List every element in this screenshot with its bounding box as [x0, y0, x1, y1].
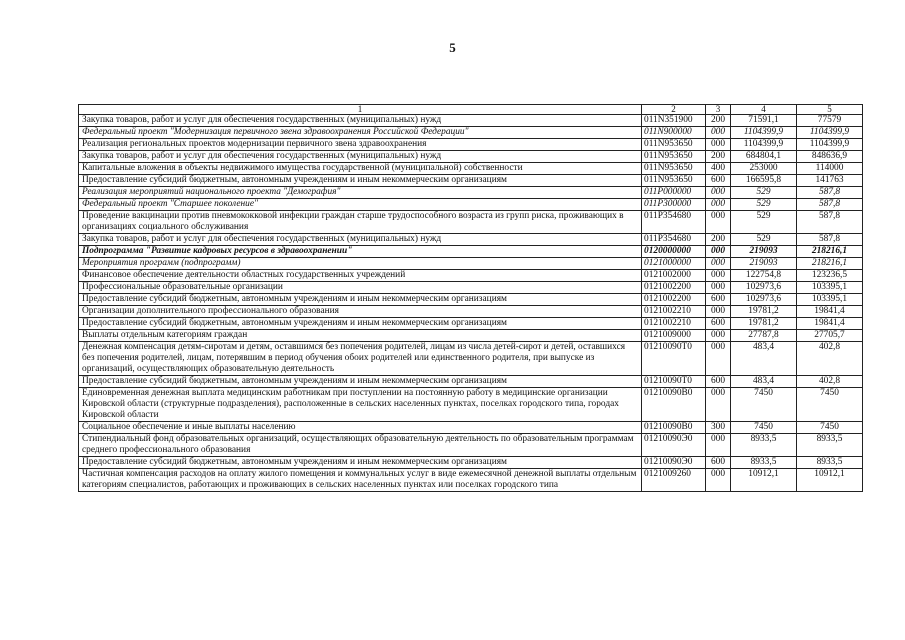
row-type-cell: 000 — [706, 330, 731, 342]
row-value-2022-cell: 102973,6 — [731, 282, 797, 294]
table-row — [79, 342, 863, 376]
table-row — [79, 376, 863, 388]
row-value-2023-cell: 8933,5 — [797, 457, 863, 469]
row-code-cell: 011N953650 — [642, 139, 706, 151]
table-row — [79, 246, 863, 258]
table-row — [79, 294, 863, 306]
row-name-cell: Мероприятия программ (подпрограмм) — [79, 258, 642, 270]
table-row — [79, 457, 863, 469]
row-value-2022-cell: 219093 — [731, 258, 797, 270]
row-value-2022-cell: 529 — [731, 187, 797, 199]
table-row — [79, 127, 863, 139]
row-type-cell: 000 — [706, 434, 731, 457]
row-name-cell: Реализация региональных проектов модернизации первичного звена здравоохранения — [79, 139, 642, 151]
row-value-2022-cell: 122754,8 — [731, 270, 797, 282]
row-code-cell: 0121002000 — [642, 270, 706, 282]
table-row — [79, 422, 863, 434]
row-value-2023-cell: 77579 — [797, 115, 863, 127]
row-value-2023-cell: 10912,1 — [797, 469, 863, 492]
row-value-2023-cell: 1104399,9 — [797, 139, 863, 151]
row-value-2022-cell: 483,4 — [731, 376, 797, 388]
row-value-2023-cell: 123236,5 — [797, 270, 863, 282]
row-value-2023-cell: 19841,4 — [797, 306, 863, 318]
column-header: 3 — [706, 105, 731, 115]
row-type-cell: 000 — [706, 187, 731, 199]
row-type-cell: 000 — [706, 469, 731, 492]
row-type-cell: 000 — [706, 270, 731, 282]
row-value-2022-cell: 529 — [731, 234, 797, 246]
row-code-cell: 011P000000 — [642, 187, 706, 199]
row-code-cell: 0121002210 — [642, 318, 706, 330]
row-code-cell: 0121002200 — [642, 282, 706, 294]
row-type-cell: 400 — [706, 163, 731, 175]
row-code-cell: 011N351900 — [642, 115, 706, 127]
row-value-2023-cell: 587,8 — [797, 199, 863, 211]
row-value-2023-cell: 103395,1 — [797, 294, 863, 306]
row-value-2023-cell: 848636,9 — [797, 151, 863, 163]
row-value-2022-cell: 19781,2 — [731, 318, 797, 330]
row-name-cell: Денежная компенсация детям-сиротам и детям, оставшимся без попечения родителей, лицам из числа детей-сирот и детей, оставшихся без попечения родителей, лицам, потерявшим в период обучения обоих родителей или единственного родителя, при выпуске из организаций, осуществляющих образовательную деятельность — [79, 342, 642, 376]
row-code-cell: 01210090В0 — [642, 422, 706, 434]
row-name-cell: Единовременная денежная выплата медицинским работникам при поступлении на постоянную работу в медицинские организации Кировской области (структурные подразделения), расположенные в сельских населенных пунктах, поселках городского типа, городах Кировской области — [79, 388, 642, 422]
row-code-cell: 0120000000 — [642, 246, 706, 258]
budget-table — [78, 104, 863, 492]
row-name-cell: Финансовое обеспечение деятельности областных государственных учреждений — [79, 270, 642, 282]
row-value-2023-cell: 1104399,9 — [797, 127, 863, 139]
row-code-cell: 01210090Т0 — [642, 376, 706, 388]
row-name-cell: Стипендиальный фонд образовательных организаций, осуществляющих образовательную деятельность по образовательным программам среднего профессионального образования — [79, 434, 642, 457]
row-code-cell: 011N953650 — [642, 163, 706, 175]
row-value-2023-cell: 218216,1 — [797, 246, 863, 258]
table-row — [79, 318, 863, 330]
row-value-2023-cell: 114000 — [797, 163, 863, 175]
table-row — [79, 270, 863, 282]
row-value-2022-cell: 7450 — [731, 422, 797, 434]
row-value-2022-cell: 7450 — [731, 388, 797, 422]
row-value-2022-cell: 1104399,9 — [731, 127, 797, 139]
row-value-2023-cell: 587,8 — [797, 211, 863, 234]
row-code-cell: 011P354680 — [642, 211, 706, 234]
row-type-cell: 000 — [706, 282, 731, 294]
row-type-cell: 300 — [706, 422, 731, 434]
column-header: 5 — [797, 105, 863, 115]
row-type-cell: 000 — [706, 258, 731, 270]
row-type-cell: 000 — [706, 388, 731, 422]
row-name-cell: Подпрограмма "Развитие кадровых ресурсов в здравоохранении" — [79, 246, 642, 258]
row-name-cell: Предоставление субсидий бюджетным, автономным учреждениям и иным некоммерческим организациям — [79, 318, 642, 330]
table-row — [79, 434, 863, 457]
table-row — [79, 115, 863, 127]
row-value-2022-cell: 166595,8 — [731, 175, 797, 187]
row-type-cell: 000 — [706, 211, 731, 234]
row-value-2023-cell: 402,8 — [797, 342, 863, 376]
row-type-cell: 600 — [706, 318, 731, 330]
page-number: 5 — [449, 40, 456, 55]
row-value-2022-cell: 19781,2 — [731, 306, 797, 318]
row-code-cell: 01210090В0 — [642, 388, 706, 422]
row-type-cell: 200 — [706, 234, 731, 246]
table-row — [79, 234, 863, 246]
row-type-cell: 600 — [706, 294, 731, 306]
row-value-2022-cell: 684804,1 — [731, 151, 797, 163]
row-type-cell: 000 — [706, 139, 731, 151]
row-type-cell: 000 — [706, 342, 731, 376]
table-row — [79, 306, 863, 318]
table-row — [79, 175, 863, 187]
row-code-cell: 011N953650 — [642, 175, 706, 187]
row-type-cell: 000 — [706, 246, 731, 258]
row-code-cell: 0121002200 — [642, 294, 706, 306]
row-value-2023-cell: 587,8 — [797, 187, 863, 199]
row-code-cell: 0121000000 — [642, 258, 706, 270]
row-value-2023-cell: 27705,7 — [797, 330, 863, 342]
row-type-cell: 000 — [706, 199, 731, 211]
row-type-cell: 600 — [706, 175, 731, 187]
row-code-cell: 01210090Т0 — [642, 342, 706, 376]
table-row — [79, 139, 863, 151]
row-code-cell: 011P354680 — [642, 234, 706, 246]
row-name-cell: Организации дополнительного профессионального образования — [79, 306, 642, 318]
row-code-cell: 01210090Э0 — [642, 457, 706, 469]
row-type-cell: 600 — [706, 376, 731, 388]
row-value-2022-cell: 8933,5 — [731, 434, 797, 457]
table-row — [79, 211, 863, 234]
column-header: 1 — [79, 105, 642, 115]
table-row — [79, 388, 863, 422]
row-name-cell: Проведение вакцинации против пневмококковой инфекции граждан старше трудоспособного возраста из групп риска, проживающих в организациях социального обслуживания — [79, 211, 642, 234]
table-row — [79, 187, 863, 199]
row-type-cell: 600 — [706, 457, 731, 469]
row-code-cell: 011P300000 — [642, 199, 706, 211]
row-name-cell: Предоставление субсидий бюджетным, автономным учреждениям и иным некоммерческим организациям — [79, 457, 642, 469]
row-name-cell: Социальное обеспечение и иные выплаты населению — [79, 422, 642, 434]
row-value-2022-cell: 253000 — [731, 163, 797, 175]
column-header: 2 — [642, 105, 706, 115]
row-name-cell: Профессиональные образовательные организации — [79, 282, 642, 294]
row-code-cell: 0121002210 — [642, 306, 706, 318]
row-name-cell: Предоставление субсидий бюджетным, автономным учреждениям и иным некоммерческим организациям — [79, 175, 642, 187]
row-name-cell: Реализация мероприятий национального проекта "Демография" — [79, 187, 642, 199]
row-value-2022-cell: 1104399,9 — [731, 139, 797, 151]
row-type-cell: 200 — [706, 115, 731, 127]
table-row — [79, 282, 863, 294]
row-type-cell: 200 — [706, 151, 731, 163]
table-row — [79, 469, 863, 492]
row-value-2023-cell: 7450 — [797, 422, 863, 434]
table-row — [79, 330, 863, 342]
row-value-2022-cell: 10912,1 — [731, 469, 797, 492]
row-value-2023-cell: 402,8 — [797, 376, 863, 388]
table-row — [79, 199, 863, 211]
table-row — [79, 258, 863, 270]
row-type-cell: 000 — [706, 306, 731, 318]
row-name-cell: Закупка товаров, работ и услуг для обеспечения государственных (муниципальных) нужд — [79, 151, 642, 163]
row-code-cell: 01210090Э0 — [642, 434, 706, 457]
row-value-2022-cell: 219093 — [731, 246, 797, 258]
row-name-cell: Выплаты отдельным категориям граждан — [79, 330, 642, 342]
row-value-2023-cell: 19841,4 — [797, 318, 863, 330]
row-type-cell: 000 — [706, 127, 731, 139]
row-value-2022-cell: 27787,8 — [731, 330, 797, 342]
row-value-2023-cell: 8933,5 — [797, 434, 863, 457]
row-value-2022-cell: 483,4 — [731, 342, 797, 376]
row-name-cell: Федеральный проект "Старшее поколение" — [79, 199, 642, 211]
row-name-cell: Предоставление субсидий бюджетным, автономным учреждениям и иным некоммерческим организациям — [79, 294, 642, 306]
row-value-2022-cell: 8933,5 — [731, 457, 797, 469]
row-value-2023-cell: 587,8 — [797, 234, 863, 246]
row-value-2023-cell: 7450 — [797, 388, 863, 422]
row-code-cell: 0121009260 — [642, 469, 706, 492]
row-value-2022-cell: 529 — [731, 211, 797, 234]
row-value-2022-cell: 529 — [731, 199, 797, 211]
table-row — [79, 163, 863, 175]
row-name-cell: Федеральный проект "Модернизация первичного звена здравоохранения Российской Федерации" — [79, 127, 642, 139]
row-value-2023-cell: 103395,1 — [797, 282, 863, 294]
row-value-2023-cell: 218216,1 — [797, 258, 863, 270]
header-row — [79, 105, 863, 115]
row-name-cell: Частичная компенсация расходов на оплату жилого помещения и коммунальных услуг в виде ежемесячной денежной выплаты отдельным категориям специалистов, работающих и проживающих в сельских населенных пунктах или поселках городского типа — [79, 469, 642, 492]
row-name-cell: Капитальные вложения в объекты недвижимого имущества государственной (муниципальной) собственности — [79, 163, 642, 175]
row-code-cell: 011N953650 — [642, 151, 706, 163]
row-value-2023-cell: 141763 — [797, 175, 863, 187]
row-value-2022-cell: 102973,6 — [731, 294, 797, 306]
row-value-2022-cell: 71591,1 — [731, 115, 797, 127]
row-code-cell: 0121009000 — [642, 330, 706, 342]
row-name-cell: Закупка товаров, работ и услуг для обеспечения государственных (муниципальных) нужд — [79, 115, 642, 127]
column-header: 4 — [731, 105, 797, 115]
row-name-cell: Предоставление субсидий бюджетным, автономным учреждениям и иным некоммерческим организациям — [79, 376, 642, 388]
table-row — [79, 151, 863, 163]
row-code-cell: 011N900000 — [642, 127, 706, 139]
row-name-cell: Закупка товаров, работ и услуг для обеспечения государственных (муниципальных) нужд — [79, 234, 642, 246]
